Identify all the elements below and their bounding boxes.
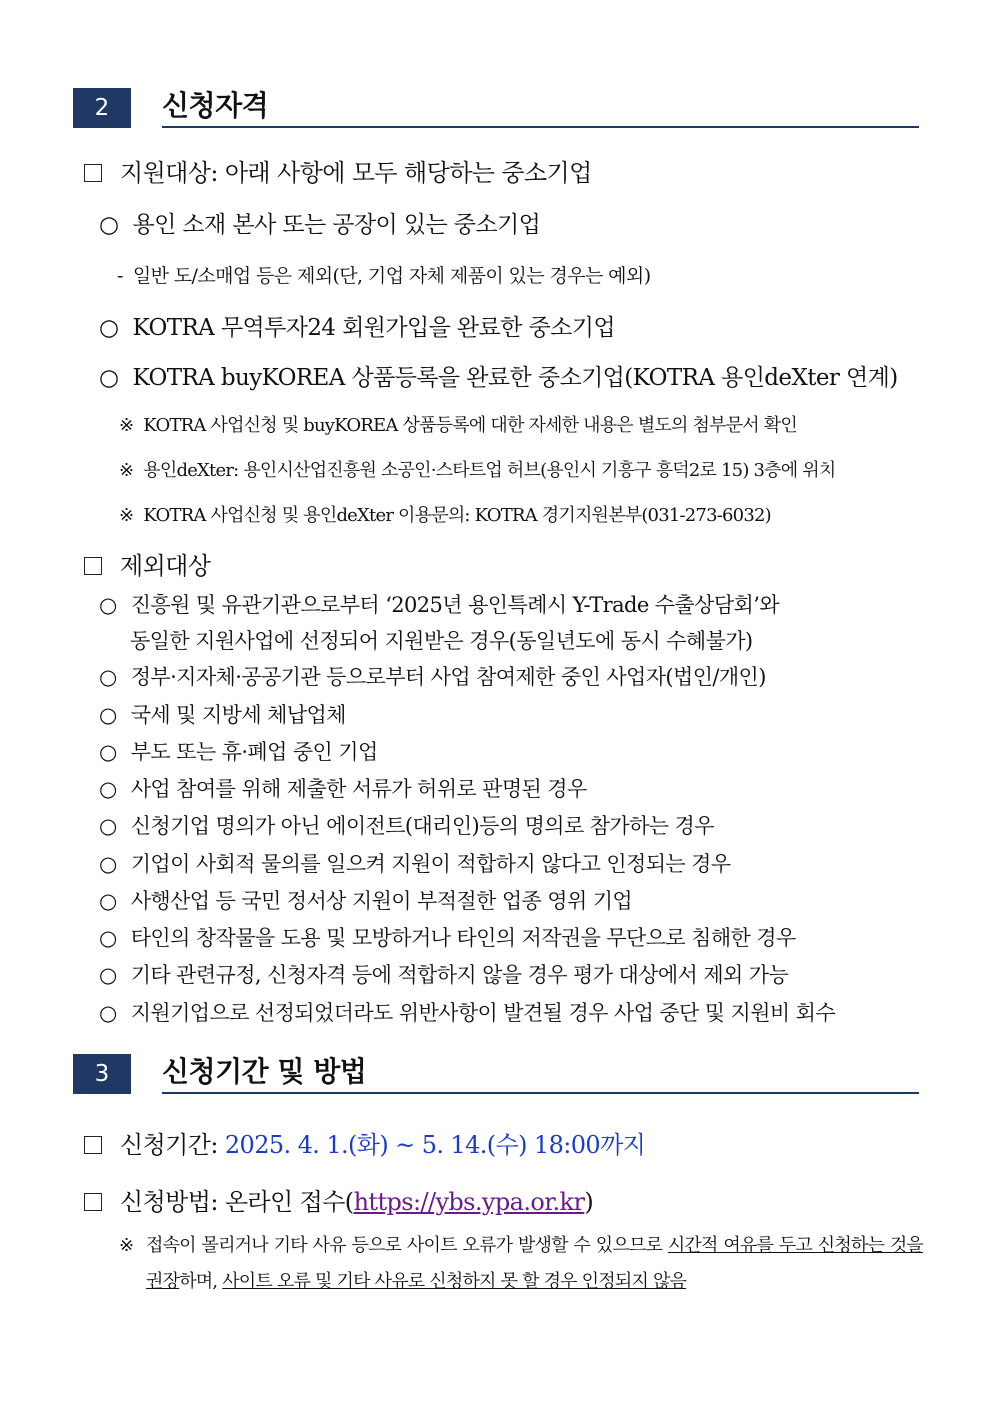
- section-3-title: 신청기간 및 방법: [162, 1055, 367, 1088]
- exclusion-item: [99, 848, 731, 878]
- circle-bullet-icon: ○: [99, 926, 117, 950]
- circle-bullet-icon: ○: [99, 365, 119, 391]
- exclusion-item: [99, 810, 714, 840]
- exclusion-item-text: 부도 또는 휴·폐업 중인 기업: [130, 740, 378, 764]
- exclusion-item-text: 타인의 창작물을 도용 및 모방하거나 타인의 저작권을 무단으로 침해한 경우: [130, 926, 796, 950]
- checkbox-icon: [84, 1136, 102, 1154]
- eligibility-note: [119, 411, 797, 437]
- application-site-link[interactable]: https://ybs.ypa.or.kr: [353, 1188, 585, 1216]
- circle-bullet-icon: ○: [99, 814, 117, 838]
- exclusion-item: [99, 773, 587, 803]
- exclusion-item-text: 진흥원 및 유관기관으로부터 ‘2025년 용인특례시 Y-Trade 수출상담회’와: [130, 593, 779, 617]
- eligibility-item-text: KOTRA 무역투자24 회원가입을 완료한 중소기업: [132, 315, 615, 341]
- reference-mark-icon: ※: [119, 1235, 134, 1256]
- exclusion-item-text: 정부·지자체·공공기관 등으로부터 사업 참여제한 중인 사업자(법인/개인): [130, 665, 766, 689]
- application-period: [84, 1125, 645, 1160]
- method-label: 신청방법: 온라인 접수(: [120, 1188, 354, 1216]
- eligibility-note: [119, 456, 835, 482]
- exclusions-label: 제외대상: [120, 552, 211, 580]
- eligibility-item: [99, 359, 898, 392]
- reference-mark-icon: ※: [119, 460, 134, 481]
- circle-bullet-icon: ○: [99, 703, 117, 727]
- exclusion-item: [99, 589, 779, 619]
- application-note-text: [146, 1228, 923, 1300]
- circle-bullet-icon: ○: [99, 593, 117, 617]
- reference-mark-icon: ※: [119, 415, 134, 436]
- exclusion-item: [99, 959, 788, 989]
- note-underlined-text: 사이트 오류 및 기타 사유로 신청하지 못 할 경우 인정되지 않음: [222, 1271, 687, 1292]
- note-text-part: 하며,: [179, 1271, 223, 1292]
- circle-bullet-icon: ○: [99, 1001, 117, 1025]
- exclusion-item-text: 기업이 사회적 물의를 일으켜 지원이 적합하지 않다고 인정되는 경우: [130, 852, 731, 876]
- application-note: [119, 1228, 923, 1300]
- eligibility-item-text: 용인 소재 본사 또는 공장이 있는 중소기업: [132, 212, 541, 238]
- eligibility-note-text: KOTRA 사업신청 및 용인deXter 이용문의: KOTRA 경기지원본부(031-273-6032): [143, 505, 771, 526]
- eligibility-sub-item-text: 일반 도/소매업 등은 제외(단, 기업 자체 제품이 있는 경우는 예외): [132, 265, 651, 287]
- section-3-number: 3: [73, 1054, 131, 1094]
- exclusion-item-text: 지원기업으로 선정되었더라도 위반사항이 발견될 경우 사업 중단 및 지원비 회수: [130, 1001, 836, 1025]
- eligibility-item-text: KOTRA buyKOREA 상품등록을 완료한 중소기업(KOTRA 용인deXter 연계): [132, 365, 898, 391]
- eligibility-heading: [84, 153, 592, 188]
- exclusions-heading: [84, 546, 210, 581]
- circle-bullet-icon: ○: [99, 963, 117, 987]
- circle-bullet-icon: ○: [99, 315, 119, 341]
- section-2-underline: [162, 126, 919, 128]
- exclusion-item-text: 기타 관련규정, 신청자격 등에 적합하지 않을 경우 평가 대상에서 제외 가능: [130, 963, 789, 987]
- eligibility-note: [119, 501, 771, 527]
- note-text-part: 접속이 몰리거나 기타 사유 등으로 사이트 오류가 발생할 수 있으므로: [146, 1235, 668, 1256]
- circle-bullet-icon: ○: [99, 212, 119, 238]
- exclusion-item-text: 사행산업 등 국민 정서상 지원이 부적절한 업종 영위 기업: [130, 889, 633, 913]
- exclusion-item: [99, 699, 346, 729]
- exclusion-item-text: 국세 및 지방세 체납업체: [130, 703, 346, 727]
- section-3-header: [73, 1054, 919, 1094]
- section-2-title: 신청자격: [162, 89, 269, 122]
- exclusion-item-text: 사업 참여를 위해 제출한 서류가 허위로 판명된 경우: [130, 777, 587, 801]
- eligibility-note-text: 용인deXter: 용인시산업진흥원 소공인·스타트업 허브(용인시 기흥구 흥덕2로 15) 3층에 위치: [143, 460, 836, 481]
- exclusion-item-continuation: 동일한 지원사업에 선정되어 지원받은 경우(동일년도에 동시 수혜불가): [130, 629, 753, 653]
- section-3-underline: [162, 1092, 919, 1094]
- exclusion-item: [99, 922, 796, 952]
- circle-bullet-icon: ○: [99, 852, 117, 876]
- circle-bullet-icon: ○: [99, 777, 117, 801]
- circle-bullet-icon: ○: [99, 740, 117, 764]
- eligibility-sub-item: [117, 261, 651, 288]
- section-2-header: [73, 88, 919, 128]
- exclusion-item: [99, 885, 632, 915]
- section-2-number: 2: [73, 88, 131, 128]
- checkbox-icon: [84, 164, 102, 182]
- application-method: [84, 1182, 593, 1217]
- eligibility-note-text: KOTRA 사업신청 및 buyKOREA 상품등록에 대한 자세한 내용은 별도의 첨부문서 확인: [143, 415, 797, 436]
- period-label: 신청기간:: [120, 1131, 218, 1159]
- eligibility-item: [99, 206, 540, 239]
- checkbox-icon: [84, 1193, 102, 1211]
- eligibility-label: 지원대상: 아래 사항에 모두 해당하는 중소기업: [120, 159, 592, 187]
- dash-bullet-icon: -: [117, 265, 123, 287]
- period-value: 2025. 4. 1.(화) ~ 5. 14.(수) 18:00까지: [224, 1131, 646, 1159]
- exclusion-item: [99, 997, 835, 1027]
- eligibility-item: [99, 309, 615, 342]
- method-close: ): [584, 1188, 594, 1216]
- circle-bullet-icon: ○: [99, 665, 117, 689]
- exclusion-item: [99, 661, 766, 691]
- circle-bullet-icon: ○: [99, 889, 117, 913]
- note-underlined-text: 시간적 여유를 두고 신청하는 것을 권장: [146, 1235, 924, 1292]
- checkbox-icon: [84, 557, 102, 575]
- reference-mark-icon: ※: [119, 505, 134, 526]
- exclusion-item-text: 신청기업 명의가 아닌 에이전트(대리인)등의 명의로 참가하는 경우: [130, 814, 714, 838]
- exclusion-item: [99, 736, 378, 766]
